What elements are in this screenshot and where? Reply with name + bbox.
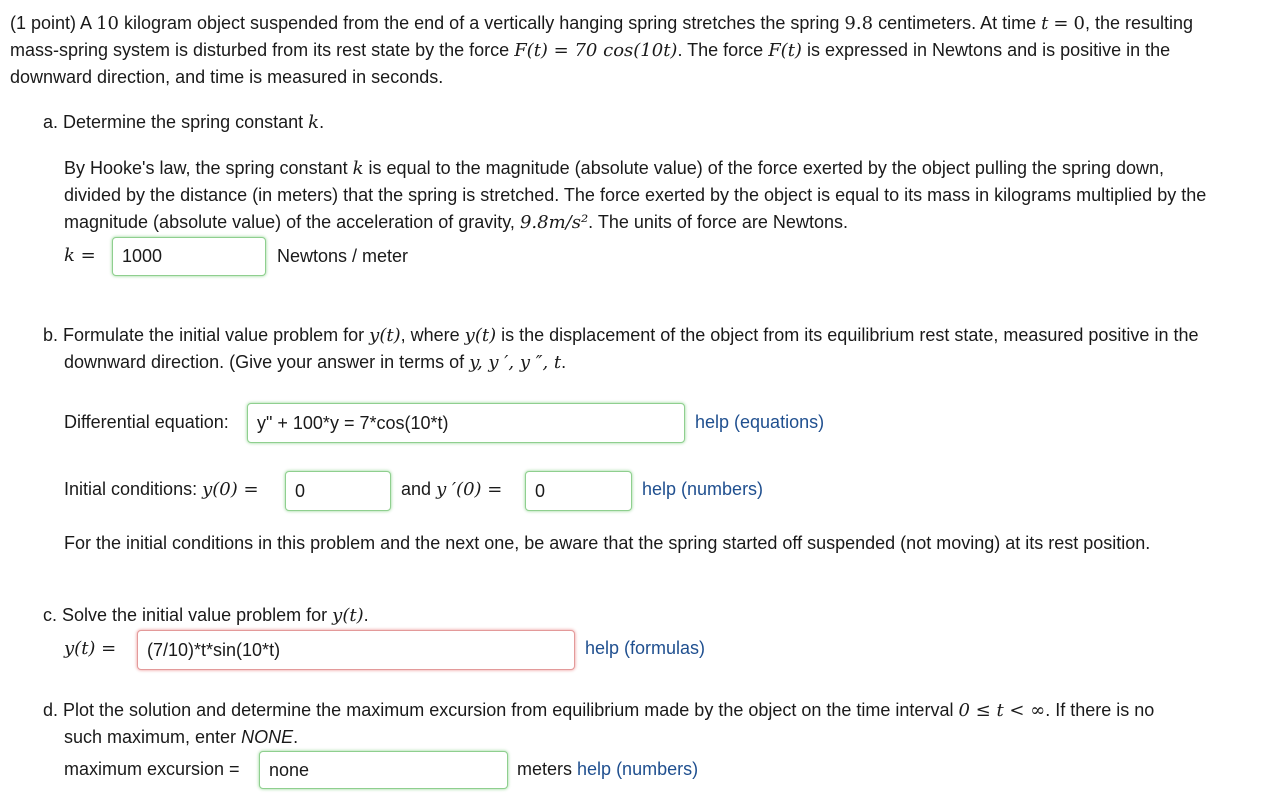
solution-input[interactable] — [137, 630, 575, 670]
part-a-explanation-line-1: By Hooke's law, the spring constant k is equal to the magnitude (absolute value) of the force exerted by the object pulling the spring down, — [64, 158, 1165, 179]
y-of-t-label: y(t) = — [64, 638, 117, 659]
part-b-prompt-line-1: b. Formulate the initial value problem for y(t), where y(t) is the displacement of the object from its equilibrium rest state, measured positive in the — [43, 325, 1199, 346]
help-equations-link[interactable]: help (equations) — [695, 412, 825, 432]
initial-conditions-note: For the initial conditions in this problem and the next one, be aware that the spring started off suspended (not moving) at its rest position. — [64, 533, 1151, 553]
yprime0-input[interactable] — [525, 471, 632, 511]
y0-input[interactable] — [285, 471, 391, 511]
k-label: k = — [64, 245, 96, 266]
spring-constant-input[interactable] — [112, 237, 266, 276]
help-formulas-link[interactable]: help (formulas) — [585, 638, 706, 658]
intro-line-1: (1 point) A 10 kilogram object suspended from the end of a vertically hanging spring stretches the spring 9.8 centimeters. At time t = 0, the resulting — [10, 13, 1194, 34]
initial-conditions-and: and y ′(0) = — [401, 479, 503, 500]
help-numbers-link-2[interactable]: help (numbers) — [577, 759, 699, 779]
excursion-units: meters help (numbers) — [517, 759, 699, 779]
part-c-prompt: c. Solve the initial value problem for y(t). — [43, 605, 369, 626]
differential-equation-input[interactable] — [247, 403, 685, 443]
k-units: Newtons / meter — [277, 246, 409, 266]
differential-equation-label: Differential equation: — [64, 412, 229, 432]
part-c-y-of-t: y(t) — [332, 605, 364, 626]
part-b-prompt-line-2: downward direction. (Give your answer in terms of y, y ′, y ″, t. — [64, 352, 567, 373]
part-d-prompt-line-2: such maximum, enter NONE. — [64, 727, 299, 747]
intro-line-2: mass-spring system is disturbed from its rest state by the force F(t) = 70 cos(10t). The force F(t) is expressed in Newtons and is positive in the — [10, 40, 1171, 61]
maximum-excursion-label: maximum excursion = — [64, 759, 240, 779]
part-a-explanation-line-2: divided by the distance (in meters) that the spring is stretched. The force exerted by the object is equal to its mass in kilograms multiplied by the — [64, 185, 1207, 205]
part-d-prompt-line-1: d. Plot the solution and determine the maximum excursion from equilibrium made by the object on the time interval 0 ≤ t < ∞. If there is no — [43, 700, 1155, 721]
help-numbers-link[interactable]: help (numbers) — [642, 479, 764, 499]
part-a-explanation-line-3: magnitude (absolute value) of the acceleration of gravity, 9.8m/s². The units of force are Newtons. — [64, 212, 848, 233]
initial-conditions-label: Initial conditions: y(0) = — [64, 479, 259, 500]
y-of-t-repeat: y(t) — [464, 325, 497, 346]
part-a-prompt: a. Determine the spring constant k. — [43, 112, 325, 133]
maximum-excursion-input[interactable] — [259, 751, 508, 789]
intro-line-3: downward direction, and time is measured in seconds. — [10, 67, 444, 87]
